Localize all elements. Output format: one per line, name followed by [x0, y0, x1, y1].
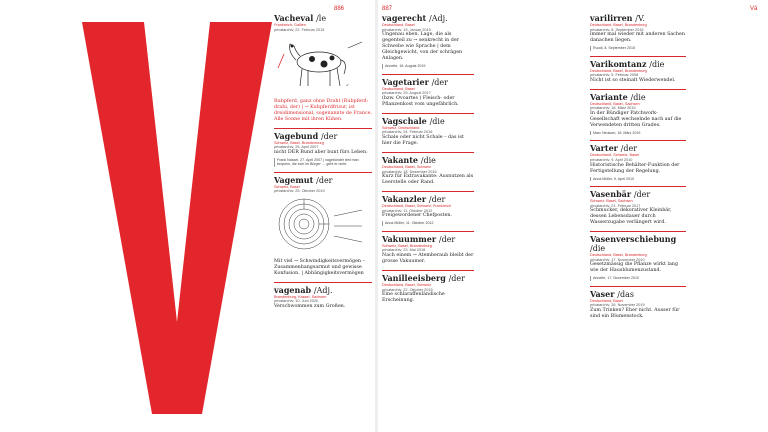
archive-date: privatarchiv, 18. Dezember 2016	[382, 169, 437, 174]
region-meta: Deutschland, Basel, Brandenburg	[590, 253, 647, 258]
entry-quote: Ruodi, 8. September 2015	[590, 46, 686, 50]
entry-text: Historistische Behälter-Funktion der Fertigstellung der Regelung.	[590, 162, 680, 174]
entry-text: Ungenau eben. Lage, die als gegenteil zu → senkrecht in der Schwebe wie Sprache | dem Gleichgewicht, von der schrägen Anlagen.	[382, 32, 463, 62]
entry-vasenverschiebung	[590, 235, 686, 281]
region-meta: Schweiz, Basel, Brandenburg	[274, 140, 324, 145]
archive-date: privatarchiv, 9. April 2010	[590, 157, 633, 162]
page-number-right: 887	[382, 6, 393, 12]
headword: Vakuummer	[382, 233, 437, 244]
headword: Vaser	[590, 288, 615, 299]
headword: Vasenbär	[590, 188, 632, 199]
archive-date: privatarchiv, 11. Oktober 2012	[382, 208, 433, 213]
archive-date: privatarchiv, 23. Mai 2018	[382, 248, 426, 253]
entry-vanilleeisberg	[382, 274, 474, 304]
region-meta: Deutschland, Basel, Schweiz, Frankreich	[382, 204, 452, 209]
region-meta: Deutschland, Basel, Sachsen	[590, 101, 640, 106]
entry-quote: Frank Nassel, 27. April 2007 | vagebündet lebt man bequem, die sich im Bürger … geht er nicht.	[274, 158, 372, 167]
archive-date: privatarchiv, 18. März 2019	[590, 106, 636, 111]
entry-vakuummer	[382, 235, 474, 265]
entry-vaser	[590, 290, 686, 320]
archive-date: privatarchiv, 17. November 2010	[590, 257, 645, 262]
archive-date: privatarchiv, 10. Juni 2020	[274, 299, 319, 304]
column-1	[274, 14, 372, 315]
region-meta: Brandenburg, Kassel, Sachsen	[274, 294, 327, 299]
entry-quote: Annette, 16. August 2019	[382, 64, 474, 68]
part-of-speech: /die	[649, 59, 665, 69]
entry-vagerecht	[382, 14, 474, 69]
entry-vakanzler	[382, 195, 474, 226]
entry-quote: Marc Neukom, 18. März 2019	[590, 131, 686, 135]
column-3	[590, 14, 686, 325]
entry-text: Freigewordener Chefposten.	[382, 213, 453, 219]
entry-vacheval	[274, 14, 372, 123]
part-of-speech: /der	[633, 189, 651, 199]
part-of-speech: /die	[590, 244, 606, 254]
headword: Vagemut	[274, 174, 314, 185]
entry-text: Nicht ist so steinalt Wiederwendel.	[590, 77, 676, 83]
part-of-speech: /der	[448, 273, 465, 283]
archive-date: privatarchiv, 21. Februar 2017	[590, 203, 641, 208]
headword: Varter	[590, 143, 618, 154]
region-meta: Schweiz, Basel, Brandenburg	[382, 243, 432, 248]
region-meta: Deutschland, Basel, Brandenburg	[590, 68, 647, 73]
headword: Variante	[590, 91, 628, 102]
archive-date: privatarchiv, 25. Oktober 2019	[274, 189, 325, 194]
part-of-speech: /der	[316, 175, 333, 185]
entry-variante	[590, 93, 686, 136]
part-of-speech: /die	[429, 116, 445, 126]
entry-vagetarier	[382, 78, 474, 108]
part-of-speech: /das	[617, 289, 634, 299]
part-of-speech: /die	[420, 155, 436, 165]
spiral-maze-drawing-icon	[274, 196, 370, 252]
right-page	[378, 0, 768, 432]
archive-date: privatarchiv, 22. Februar 2015	[274, 27, 325, 32]
region-meta: Deutschland, Basel	[590, 298, 623, 303]
part-of-speech: /der	[620, 144, 638, 154]
headword: Vagebund	[274, 130, 319, 141]
region-meta: Schweiz, Deutschland	[382, 125, 420, 130]
entry-quote: Annette, 17. November 2010	[590, 276, 686, 280]
section-letter: Vä	[750, 6, 758, 12]
part-of-speech: /V.	[635, 14, 645, 23]
headword: Vakante	[382, 154, 418, 165]
region-meta: Schweiz, Basel	[274, 184, 300, 189]
entry-text: Verschwommen zum Großen.	[274, 303, 346, 309]
entry-text: Schmucker, dekorativer Kleinbär, dessen Lebensdauer durch Wasserzugabe verlängert wird.	[590, 208, 672, 226]
entry-text: Zum Trinken? Eher nicht. Ausser für sind ein Blumenstock.	[590, 307, 680, 319]
entry-varikomtanz	[590, 60, 686, 84]
entry-text: nicht DER Bund aber bunt fürs Leben.	[274, 149, 368, 155]
entry-text: In der Bündiger Patchwork-Gesellschaft wechselnde nach auf die Verwendeten dritten Grades.	[590, 110, 682, 128]
entry-varter	[590, 144, 686, 181]
region-meta: Deutschland, Schweiz, Basel	[590, 153, 639, 158]
entry-text: (bzw. Ovoartes ) Fleisch- oder Pflanzenkost vom ungefährlich.	[382, 95, 459, 107]
region-meta: Deutschland, Basel, Brandenburg	[590, 23, 647, 27]
entry-vakante	[382, 156, 474, 186]
big-letter-v	[82, 22, 272, 414]
entry-varilirren	[590, 14, 686, 51]
archive-date: privatarchiv, 8. September 2015	[590, 27, 644, 32]
cow-horse-drawing-icon	[274, 34, 370, 92]
entry-text: Nach einem → Atemberaub bleibt der grosse Vakuumer.	[382, 252, 474, 264]
entry-text: Mit viel → Schwindigkeitsvermögen – Zusammenhangsarmut und gewisse Konfusion. | Abhängigkeitsvermögen	[274, 258, 365, 276]
region-meta: Schweiz, Basel, Sachsen	[590, 198, 633, 203]
headword: Vasenverschiebung	[590, 234, 677, 245]
entry-vagebund	[274, 132, 372, 167]
headword: Varikomtanz	[590, 58, 647, 69]
entry-text: Gesetzmässig die Pflanze wirkt lang wie der Hausblumenzustand.	[590, 262, 678, 274]
entry-vagenab	[274, 286, 372, 310]
region-meta: Deutschland, Basel, Schweiz	[382, 164, 431, 169]
part-of-speech: /der	[438, 234, 456, 244]
svg-text:↙: ↙	[346, 82, 350, 88]
headword: varilirren	[590, 13, 633, 23]
entry-text: Eine schlaraffenländische Erscheinung.	[382, 292, 445, 304]
headword: Vakanzler	[382, 194, 427, 205]
entry-text: Kurz für Extravakante: Ausnutzen als Leerstelle oder Rand.	[382, 174, 474, 186]
entry-vasenbar	[590, 190, 686, 226]
entry-vagemut	[274, 176, 372, 277]
entry-quote: Anna Müller, 9. April 2010	[590, 177, 686, 181]
region-meta: Deutschland, Basel, Schweiz	[382, 282, 431, 287]
headword: Vacheval	[274, 13, 314, 23]
entry-text: Schale oder nicht Schale – das ist hier die Frage.	[382, 134, 464, 146]
headword: vagenab	[274, 284, 312, 295]
headword: Vagschale	[382, 115, 427, 126]
archive-date: privatarchiv, 29. August 2017	[382, 91, 431, 96]
archive-date: privatarchiv, 9. Februar 2008	[590, 73, 639, 78]
entry-quote: Anna Müller, 11. Oktober 2012	[382, 221, 474, 225]
region-meta: Frankreich, Gallien	[274, 23, 306, 27]
headword: Vagetarier	[382, 76, 429, 87]
headword: Vanilleeisberg	[382, 272, 446, 283]
part-of-speech: /der	[431, 77, 448, 87]
part-of-speech: /der	[320, 131, 338, 141]
entry-text: immer mal wieder mit anderen Sachen danachen liegen.	[590, 32, 685, 44]
archive-date: privatarchiv, 19. Januar 2015	[382, 27, 431, 32]
region-meta: Deutschland, Basel	[382, 23, 415, 27]
part-of-speech: /die	[630, 92, 646, 102]
archive-date: privatarchiv, 26. November 2019	[590, 303, 645, 308]
archive-date: privatarchiv, 22. Oktober 2015	[382, 287, 433, 292]
column-2	[382, 14, 474, 309]
part-of-speech: /Adj.	[429, 14, 448, 23]
part-of-speech: /le	[316, 14, 327, 23]
archive-date: privatarchiv, 25. April 2007	[274, 145, 319, 150]
part-of-speech: /Adj.	[313, 285, 333, 295]
entry-vagschale	[382, 117, 474, 147]
page-number-left: 886	[334, 6, 345, 12]
archive-date: privatarchiv, 24. Februar 2016	[382, 130, 433, 135]
part-of-speech: /der	[428, 195, 446, 205]
left-page	[0, 0, 375, 432]
headword: vagerecht	[382, 13, 427, 23]
region-meta: Deutschland, Basel	[382, 86, 415, 91]
entry-text: Rubpferd, ganz ohne Draht (Rubpferd: drahi, der) | → Kuhpferdfrisur, ist dreidimensional, sogenannte de France. Alle Sonne mit ihren Kühen.	[274, 98, 372, 122]
